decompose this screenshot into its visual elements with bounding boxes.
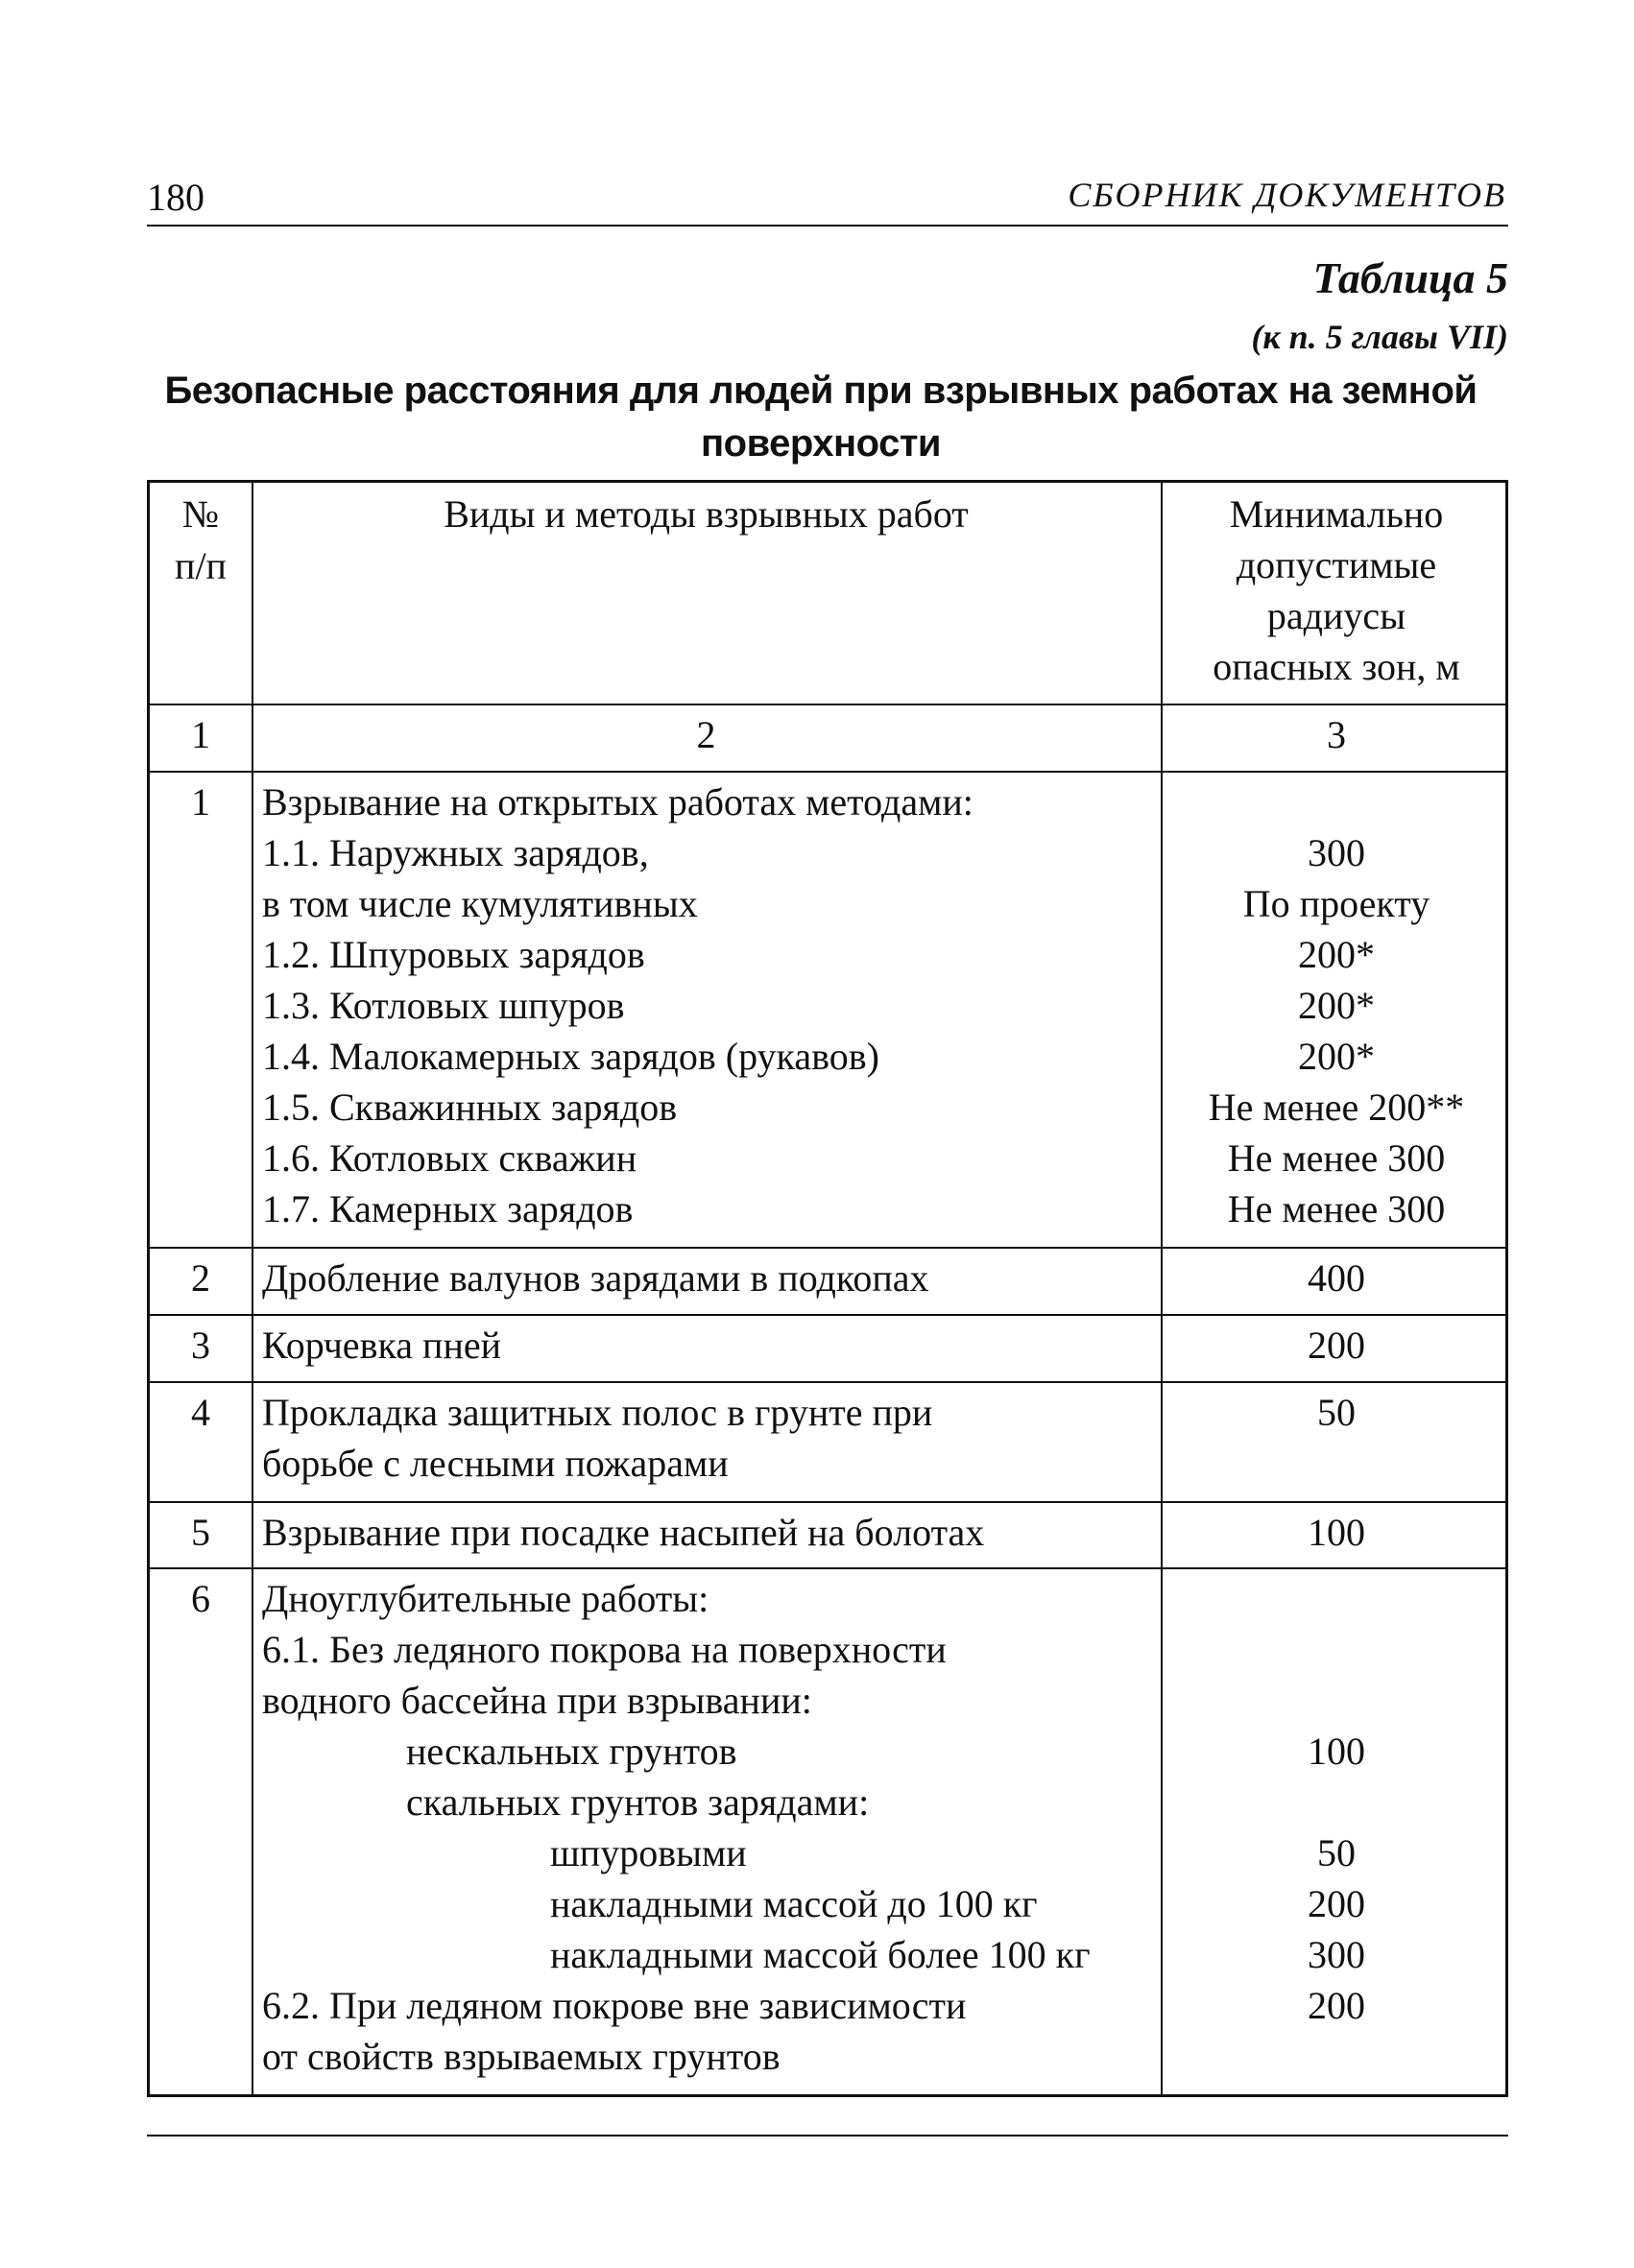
- table-reference: (к п. 5 главы VII): [1251, 318, 1508, 356]
- row-item-value: Не менее 300: [1227, 1187, 1446, 1230]
- row-item-value: 300: [1308, 831, 1365, 874]
- row-divider: [150, 1501, 1505, 1503]
- row-number: 5: [191, 1511, 210, 1554]
- row-item-value: По проекту: [1242, 882, 1430, 925]
- row-text: от свойств взрываемых грунтов: [262, 2035, 781, 2078]
- row-value: 50: [1317, 1391, 1356, 1434]
- row-item: 1.1. Наружных зарядов,: [262, 831, 649, 874]
- col-number-2: 2: [696, 713, 716, 756]
- row-item-value: 50: [1317, 1831, 1356, 1874]
- row-text: скальных грунтов зарядами:: [406, 1780, 870, 1824]
- row-item: нескальных грунтов: [406, 1730, 737, 1773]
- row-item: 1.2. Шпуровых зарядов: [262, 933, 645, 976]
- row-divider: [150, 771, 1505, 773]
- row-item-value: Не менее 300: [1227, 1136, 1446, 1180]
- row-number: 2: [191, 1256, 210, 1300]
- row-item: в том числе кумулятивных: [262, 882, 698, 925]
- header-number-line2: п/п: [175, 544, 227, 587]
- header-radius-line4: опасных зон, м: [1213, 645, 1460, 688]
- row-item: 1.5. Скважинных зарядов: [262, 1086, 678, 1129]
- row-value: 200: [1308, 1324, 1365, 1367]
- table-title-line2: поверхности: [700, 422, 942, 465]
- row-item-value: 200*: [1298, 984, 1375, 1027]
- row-item-value: 300: [1308, 1933, 1365, 1976]
- row-intro: Дноуглубительные работы:: [262, 1577, 709, 1620]
- row-item: 1.6. Котловых скважин: [262, 1136, 637, 1180]
- table-title-line1: Безопасные расстояния для людей при взрывных работах на земной: [164, 370, 1478, 412]
- page-header: [147, 175, 1508, 227]
- footer-rule: [147, 2135, 1508, 2137]
- row-number: 4: [191, 1391, 210, 1434]
- distances-table: [147, 480, 1508, 2097]
- header-radius-line1: Минимально: [1229, 492, 1444, 536]
- row-text: 6.1. Без ледяного покрова на поверхности: [262, 1628, 947, 1671]
- header-types: Виды и методы взрывных работ: [444, 492, 969, 536]
- row-text: борьбе с лесными пожарами: [262, 1442, 729, 1485]
- header-radius-line2: допустимые: [1236, 543, 1437, 586]
- header-number-line1: №: [181, 492, 220, 536]
- row-divider: [150, 1381, 1505, 1383]
- row-item-value: 200*: [1298, 1035, 1375, 1078]
- row-intro: Взрывание на открытых работах методами:: [262, 780, 973, 824]
- row-item-value: 200*: [1298, 933, 1375, 976]
- row-text: Прокладка защитных полос в грунте при: [262, 1391, 933, 1434]
- row-value: 100: [1308, 1511, 1365, 1554]
- row-number: 6: [191, 1577, 210, 1620]
- row-number: 3: [191, 1324, 210, 1367]
- row-item: накладными массой до 100 кг: [550, 1882, 1038, 1925]
- table-label: Таблица 5: [1312, 253, 1508, 302]
- row-item-value: 200: [1308, 1984, 1365, 2027]
- row-value: 400: [1308, 1256, 1365, 1300]
- row-item-value: Не менее 200**: [1208, 1086, 1465, 1129]
- row-item-value: 200: [1308, 1882, 1365, 1925]
- row-item: накладными массой более 100 кг: [550, 1933, 1091, 1976]
- running-title: СБОРНИК ДОКУМЕНТОВ: [1068, 176, 1506, 214]
- row-divider: [150, 1314, 1505, 1316]
- row-text: Взрывание при посадке насыпей на болотах: [262, 1511, 985, 1554]
- row-divider: [150, 1247, 1505, 1249]
- row-text: Корчевка пней: [262, 1324, 502, 1367]
- row-item-value: 100: [1308, 1730, 1365, 1773]
- page-number: 180: [147, 176, 204, 219]
- row-item: 1.4. Малокамерных зарядов (рукавов): [262, 1035, 879, 1078]
- col-number-3: 3: [1327, 713, 1346, 756]
- column-divider: [1161, 483, 1163, 2094]
- row-divider: [150, 704, 1505, 705]
- row-item: 1.7. Камерных зарядов: [262, 1187, 634, 1230]
- row-number: 1: [191, 780, 210, 824]
- row-divider: [150, 1567, 1505, 1569]
- row-text: 6.2. При ледяном покрове вне зависимости: [262, 1984, 967, 2027]
- table-title: [134, 365, 1507, 470]
- col-number-1: 1: [191, 713, 210, 756]
- row-text: водного бассейна при взрывании:: [262, 1679, 812, 1722]
- header-radius-line3: радиусы: [1266, 594, 1406, 637]
- row-text: Дробление валунов зарядами в подкопах: [262, 1256, 929, 1300]
- row-item: 1.3. Котловых шпуров: [262, 984, 625, 1027]
- row-item: шпуровыми: [550, 1831, 747, 1874]
